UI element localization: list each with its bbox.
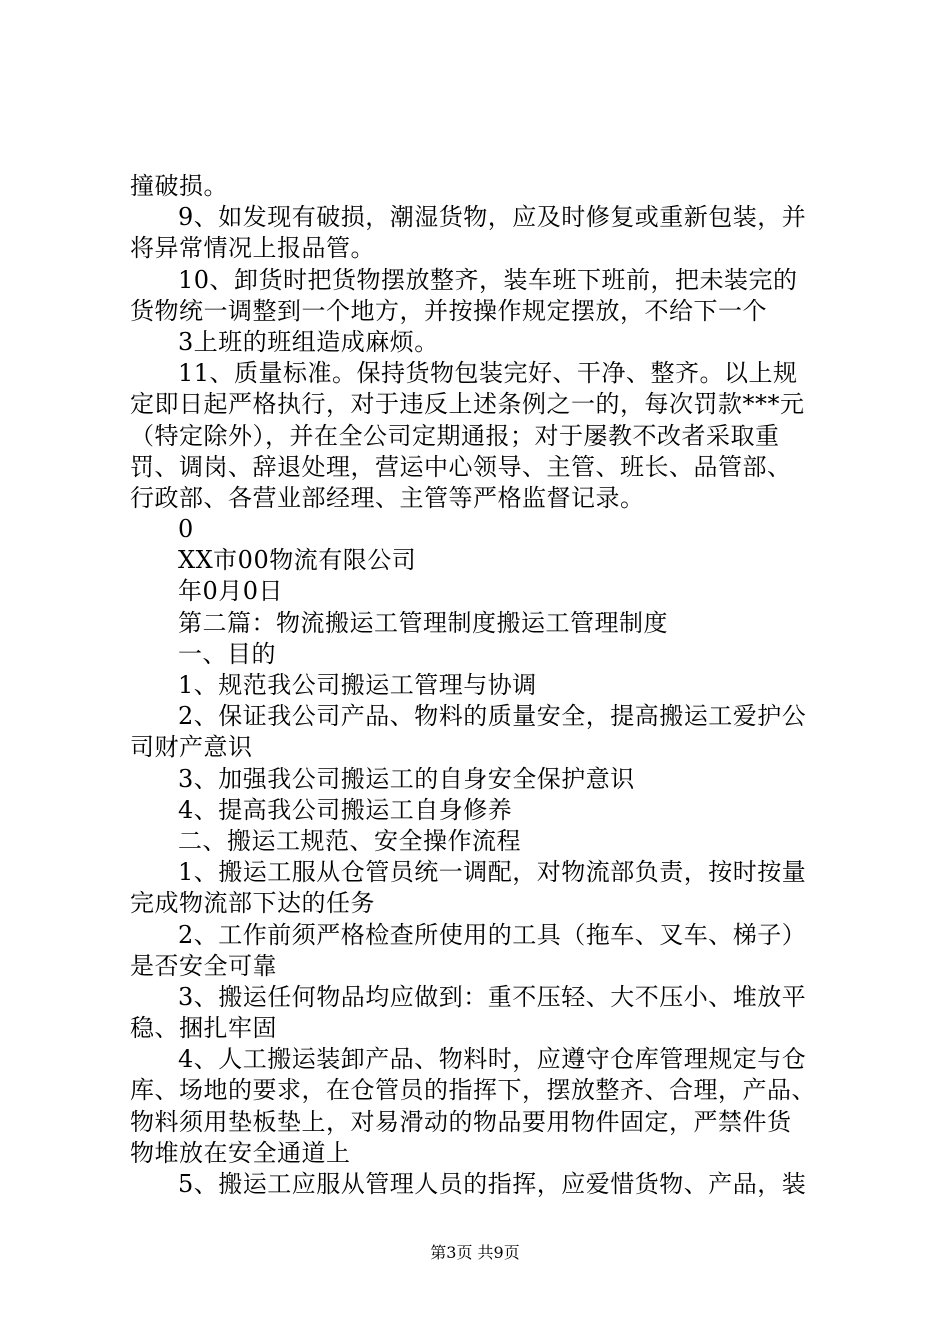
text-line: 罚、调岗、辞退处理，营运中心领导、主管、班长、品管部、 xyxy=(130,452,792,481)
text-line: 物料须用垫板垫上，对易滑动的物品要用物件固定，严禁件货 xyxy=(130,1107,792,1136)
text-line: 撞破损。 xyxy=(130,172,228,200)
text-line: 是否安全可靠 xyxy=(130,951,277,980)
text-line: 货物统一调整到一个地方，并按操作规定摆放，不给下一个 xyxy=(130,296,767,325)
text-line: 4、提高我公司搬运工自身修养 xyxy=(178,795,513,824)
text-line: 2、工作前须严格检查所使用的工具（拖车、叉车、梯子） xyxy=(178,920,807,949)
text-line: 完成物流部下达的任务 xyxy=(130,889,375,918)
text-line: 3上班的班组造成麻烦。 xyxy=(178,327,439,356)
text-line: 行政部、各营业部经理、主管等严格监督记录。 xyxy=(130,483,645,512)
text-line: 3、加强我公司搬运工的自身安全保护意识 xyxy=(178,764,635,793)
page-number-footer: 第3页 共9页 xyxy=(430,1243,520,1262)
text-line: 1、搬运工服从仓管员统一调配，对物流部负责，按时按量 xyxy=(178,858,807,887)
text-line: 物堆放在安全通道上 xyxy=(130,1138,351,1167)
document-body xyxy=(130,171,830,1200)
text-line: 2、保证我公司产品、物料的质量安全，提高搬运工爱护公 xyxy=(178,702,807,731)
text-line: 库、场地的要求，在仓管员的指挥下，摆放整齐、合理，产品、 xyxy=(130,1076,816,1105)
text-line: 将异常情况上报品管。 xyxy=(130,234,375,263)
text-line: 稳、捆扎牢固 xyxy=(130,1014,277,1043)
text-line: 0 xyxy=(178,515,194,544)
text-line: 司财产意识 xyxy=(130,733,253,762)
text-line: （特定除外），并在全公司定期通报；对于屡教不改者采取重 xyxy=(130,421,780,450)
text-line: 二、搬运工规范、安全操作流程 xyxy=(178,826,521,855)
text-line: 第二篇：物流搬运工管理制度搬运工管理制度 xyxy=(178,608,668,637)
text-line: 11、质量标准。保持货物包装完好、干净、整齐。以上规 xyxy=(178,359,798,388)
text-line: 4、人工搬运装卸产品、物料时，应遵守仓库管理规定与仓 xyxy=(178,1045,807,1074)
text-line: 一、目的 xyxy=(178,639,276,668)
text-line: 10、卸货时把货物摆放整齐，装车班下班前，把未装完的 xyxy=(178,265,798,294)
text-line: 1、规范我公司搬运工管理与协调 xyxy=(178,671,537,699)
text-line: 9、如发现有破损，潮湿货物，应及时修复或重新包装，并 xyxy=(178,203,807,232)
text-line: XX市00物流有限公司 xyxy=(178,546,417,575)
text-line: 年0月0日 xyxy=(178,577,284,606)
text-line: 定即日起严格执行，对于违反上述条例之一的，每次罚款***元 xyxy=(130,390,805,419)
text-line: 5、搬运工应服从管理人员的指挥，应爱惜货物、产品，装 xyxy=(178,1170,807,1198)
text-line: 3、搬运任何物品均应做到：重不压轻、大不压小、堆放平 xyxy=(178,982,807,1011)
